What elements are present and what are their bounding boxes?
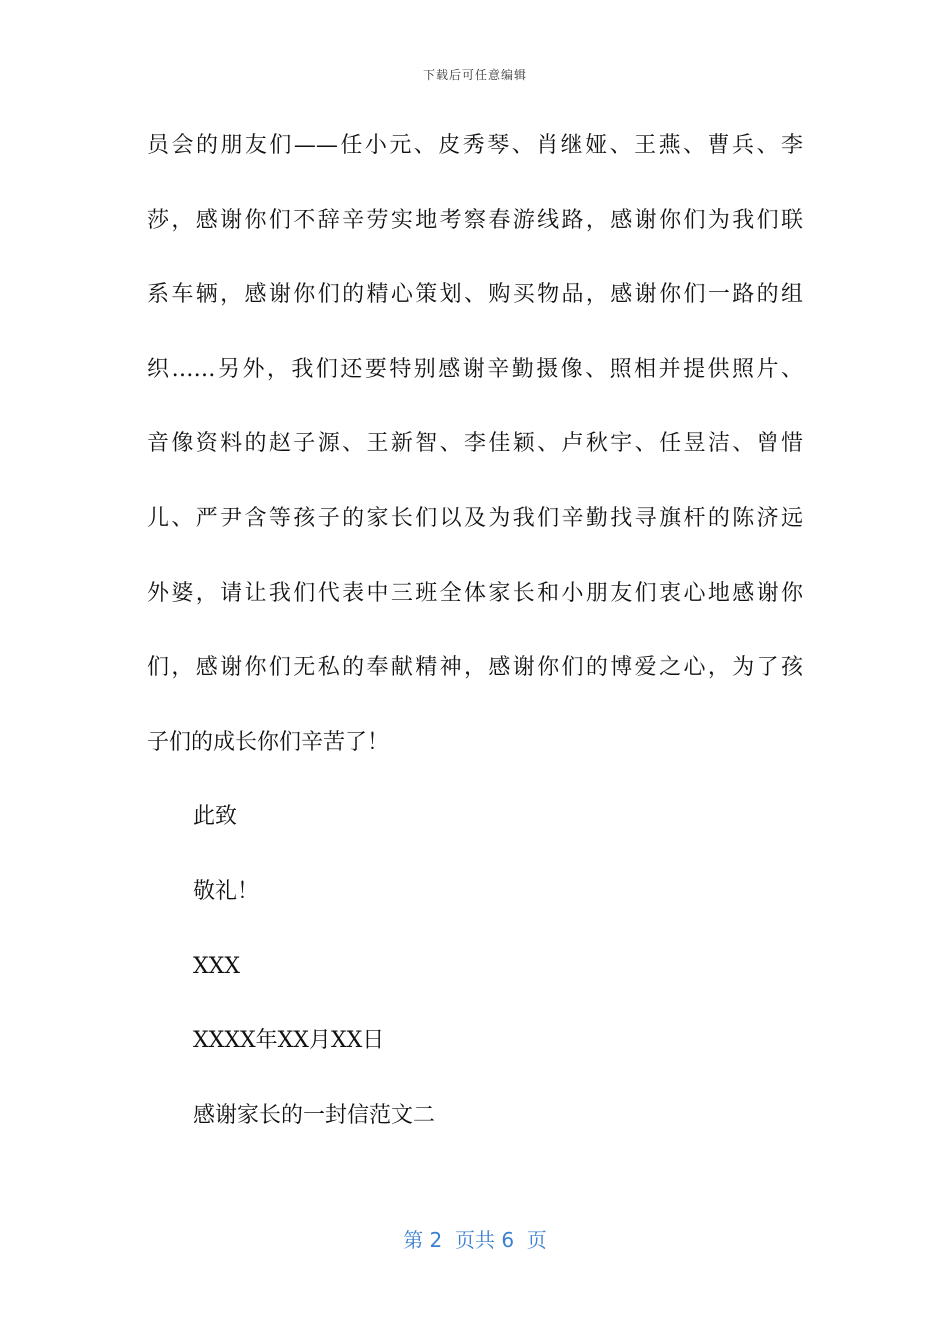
body-line-4: 织……另外，我们还要特别感谢辛勤摄像、照相并提供照片、	[147, 356, 803, 382]
body-line-6: 儿、严尹含等孩子的家长们以及为我们辛勤找寻旗杆的陈济远	[147, 505, 803, 531]
body-line-7: 外婆，请让我们代表中三班全体家长和小朋友们衷心地感谢你	[147, 580, 803, 606]
closing-salutation: 此致	[193, 804, 238, 830]
page-number: 第 2 页共 6 页	[403, 1228, 547, 1252]
body-line-5: 音像资料的赵子源、王新智、李佳颖、卢秋宇、任昱洁、曾惜	[147, 431, 803, 457]
letter-date: XXXX年XX月XX日	[193, 1028, 385, 1054]
letter-body	[147, 120, 803, 1164]
body-line-1: 员会的朋友们——任小元、皮秀琴、肖继娅、王燕、曹兵、李	[147, 133, 803, 158]
body-line-8: 们，感谢你们无私的奉献精神，感谢你们的博爱之心，为了孩	[147, 655, 803, 681]
body-line-9: 子们的成长你们辛苦了！	[147, 729, 390, 755]
closing-regards: 敬礼！	[193, 878, 260, 904]
next-letter-title: 感谢家长的一封信范文二	[193, 1102, 436, 1128]
signature: XXX	[193, 953, 240, 979]
body-line-2: 莎，感谢你们不辞辛劳实地考察春游线路，感谢你们为我们联	[147, 207, 803, 233]
body-line-3: 系车辆，感谢你们的精心策划、购买物品，感谢你们一路的组	[147, 282, 803, 308]
page-header-note: 下载后可任意编辑	[422, 68, 527, 82]
